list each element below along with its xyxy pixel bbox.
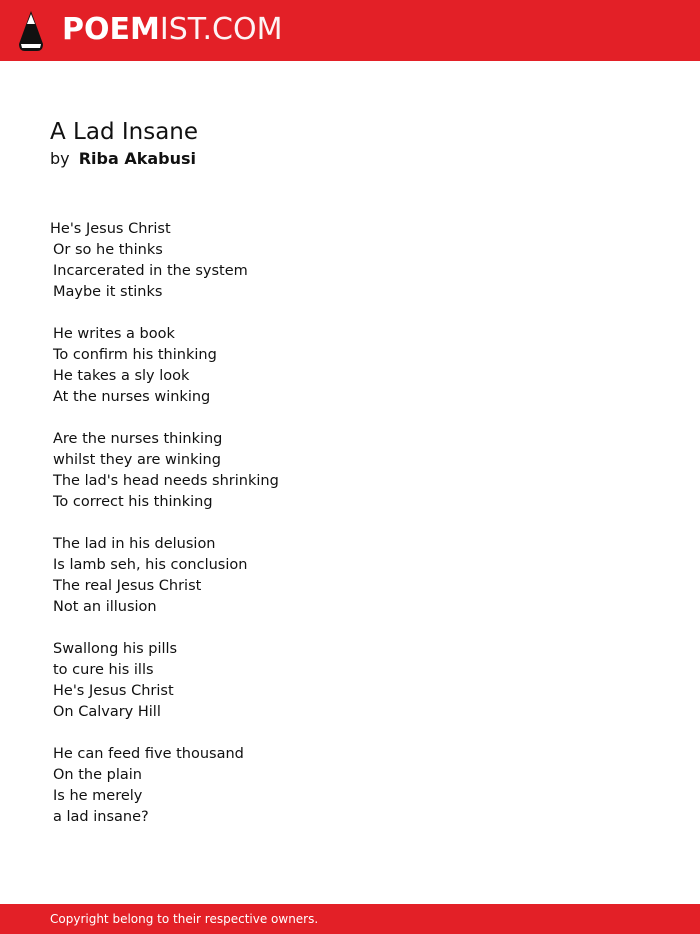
poem-line: Not an illusion — [53, 599, 157, 615]
stanza — [50, 324, 650, 408]
poem-title: A Lad Insane — [50, 119, 199, 145]
pencil-icon[interactable] — [18, 10, 44, 52]
by-label: by — [50, 149, 70, 168]
poem-line: Are the nurses thinking — [53, 431, 223, 447]
stanza — [50, 534, 650, 618]
stanza — [50, 639, 650, 723]
poem-line: To confirm his thinking — [53, 347, 217, 363]
poem-line: He's Jesus Christ — [53, 683, 174, 699]
logo-light-text: IST.COM — [159, 12, 283, 47]
poem-line: He can feed five thousand — [53, 746, 244, 762]
copyright-notice: Copyright belong to their respective owners. — [50, 912, 319, 926]
poem-line: Maybe it stinks — [53, 284, 163, 300]
poem-line: The lad's head needs shrinking — [53, 473, 279, 489]
stanza — [50, 219, 650, 303]
site-header — [0, 0, 700, 61]
site-footer — [0, 904, 700, 934]
poem-line: He's Jesus Christ — [50, 221, 171, 237]
stanza — [50, 744, 650, 828]
poem-body — [50, 219, 650, 849]
stanza — [50, 429, 650, 513]
poem-line: The real Jesus Christ — [53, 578, 202, 594]
poem-line: On Calvary Hill — [53, 704, 161, 720]
poem-line: Or so he thinks — [53, 242, 163, 258]
logo-bold-text: POEM — [62, 12, 160, 47]
site-logo[interactable] — [62, 11, 282, 49]
poem-line: On the plain — [53, 767, 142, 783]
poem-line: a lad insane? — [53, 809, 149, 825]
poem-line: To correct his thinking — [53, 494, 213, 510]
byline — [50, 149, 196, 169]
poem-line: Incarcerated in the system — [53, 263, 248, 279]
author-name: Riba Akabusi — [78, 149, 197, 168]
poem-line: At the nurses winking — [53, 389, 211, 405]
poem-line: to cure his ills — [53, 662, 154, 678]
poem-line: whilst they are winking — [53, 452, 221, 468]
poem-line: He takes a sly look — [53, 368, 190, 384]
poem-line: The lad in his delusion — [53, 536, 216, 552]
poem-line: Is lamb seh, his conclusion — [53, 557, 248, 573]
poem-line: Swallong his pills — [53, 641, 178, 657]
poem-line: He writes a book — [53, 326, 175, 342]
poem-line: Is he merely — [53, 788, 143, 804]
